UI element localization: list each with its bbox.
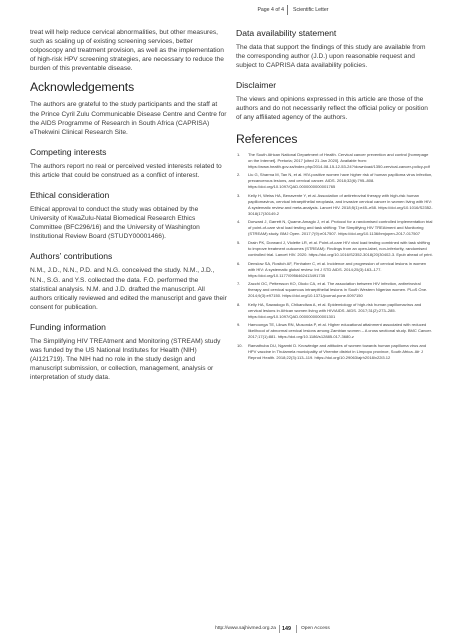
reference-number: 10. (237, 342, 243, 348)
reference-text: Dorward J, Garrett N, Quame-Amaglo J, et al. Protocol for a randomised controlled implementation trial of point-of-care viral load testing and task shifting: The Simplifying HIV TREAtment and Monitoring (STREAM) study. BMJ Open. 2017;7(9):e017507. https://doi.org/10.1136/bmjopen-2017-017507 (248, 219, 433, 237)
references-heading: References (236, 131, 298, 146)
disclaimer-text: The views and opinions expressed in this article are those of the authors and do not necessarily reflect the official policy or position of any affiliated agency of the authors. (236, 96, 428, 122)
data-availability-heading: Data availability statement (236, 28, 337, 38)
reference-item (236, 302, 434, 320)
page-footer (0, 626, 453, 636)
reference-text: Kelly HA, Sawadogo B, Chikandiwa A, et al. Epidemiology of high-risk human papillomavirus and cervical lesions in African women living with HIV/AIDS. AIDS. 2017;31(2):273–285. https://doi.org/10.1097/QAD.0000000000001301 (248, 301, 422, 319)
funding-text: The Simplifying HIV TREAtment and Monitoring (STREAM) study was funded by the US National Institutes for Health (NIH) (AI121719). The NIH had no role in the study design and manuscript submission, or collection, management, analysis or interpretation of study data. (30, 337, 221, 382)
reference-number: 1. (237, 151, 241, 157)
open-access-label: Open Access (301, 626, 330, 631)
left-column (30, 28, 227, 389)
reference-text: The South African National Department of Health. Cervical cancer prevention and control [homepage on the Internet]. Pretoria; 2017 [cited 21 Jan 2020]. Available from: https://www.health.gov.za/index.php/2014-08-15-12-53-24?/download/1350-cervical-cancer-policy-pdf (248, 151, 430, 169)
page-header (0, 7, 453, 19)
reference-number: 9. (237, 322, 241, 328)
reference-text: Kelly H, Weiss HA, Benavente Y, et al. Association of antiretroviral therapy with high-risk human papillomavirus, cervical intraepithelial neoplasia, and invasive cervical cancer in women living with HIV: A systematic review and meta-analysis. Lancet HIV. 2018;5(1):e45–e58. https://doi.org/10.1016/S2352-3018(17)30149-2 (248, 192, 433, 216)
reference-item (236, 322, 434, 340)
reference-item (236, 193, 434, 217)
footer-divider (296, 625, 297, 633)
reference-text: Liu G, Sharma M, Tan N, et al. HIV-positive women have higher risk of human papilloma virus infection, precancerous lesions, and cervical cancer. AIDS. 2018;32(6):795–808. https://doi.org/10.1097/QAD.0000000000001765 (248, 172, 433, 190)
acknowledgements-text: The authors are grateful to the study participants and the staff at the Prince Cyril Zulu Communicable Disease Centre and Centre for the AIDS Programme of Research in South Africa (CAPRISA) eThekwini Clinical Research Site. (30, 101, 227, 136)
reference-item (236, 261, 434, 279)
journal-url-link[interactable]: http://www.sajhivmed.org.za (215, 626, 276, 631)
page-indicator: Page 4 of 4 (257, 7, 284, 13)
reference-text: Ramathuba DU, Ngambi D. Knowledge and attitudes of women towards human papilloma virus and HPV vaccine in Thulamela municipality of Vhembe district in Limpopo province, South Africa. Afr J Reprod Health. 2018;22(3):113–119. https://doi.org/10.29063/ajrh2018/v22i3.12 (248, 342, 427, 360)
reference-number: 2. (237, 172, 241, 178)
authors-contributions-heading: Authors’ contributions (30, 251, 113, 262)
ethical-consideration-text: Ethical approval to conduct the study was obtained by the University of KwaZulu-Natal Biomedical Research Ethics Committee (BFC296/16) and the University of Washington Institutional Review Board (STUDY00001466). (30, 206, 200, 241)
acknowledgements-heading: Acknowledgements (30, 80, 135, 95)
reference-number: 8. (237, 301, 241, 307)
competing-interests-text: The authors report no real or perceived vested interests related to this article that could be construed as a conflict of interest. (30, 162, 222, 179)
data-availability-text: The data that support the findings of this study are available from the corresponding author (J.D.) upon reasonable request and subject to CAPRISA data availability policies. (236, 44, 426, 70)
funding-heading: Funding information (30, 321, 106, 332)
reference-item (236, 172, 434, 190)
reference-number: 7. (237, 281, 241, 287)
reference-item (236, 281, 434, 299)
intro-paragraph: treat will help reduce cervical abnormalities, but other measures, such as scaling up of existing screening services, better colposcopy and treatment provision, as well as the implementation of high-risk HPV screening strategies, are necessary to reduce the burden of this preventable disease. (30, 29, 224, 73)
competing-interests-heading: Competing interests (30, 146, 107, 157)
reference-text: Drain PK, Dorward J, Violette LR, et al. Point-of-care HIV viral load testing combined with task shifting to improve treatment outcomes (STREAM): Findings from an open-label, non-inferiority, randomised controlled trial. Lancet HIV. 2020. https://doi.org/10.1016/S2352-3018(20)30402-3. Epub ahead of print. (248, 239, 433, 257)
reference-number: 3. (237, 192, 241, 198)
reference-text: Zacchi OC, Pettersson KO, Okolo CA, et al. The association between HIV infection, antiretroviral therapy and cervical squamous intraepithelial lesions in South Western Nigerian women. PLoS One. 2014;9(3):e97150. https://doi.org/10.1371/journal.pone.0097150 (248, 281, 428, 299)
disclaimer-heading: Disclaimer (236, 80, 277, 91)
reference-number: 4. (237, 219, 241, 225)
reference-text: Denslow SA, Rositch AF, Firnhaber C, et al. Incidence and progression of cervical lesions in women with HIV: A systematic global review. Int J STD AIDS. 2014;25(3):163–177. https://doi.org/10.1177/0956462413491735 (248, 260, 427, 278)
reference-item (236, 240, 434, 258)
reference-list (236, 152, 434, 361)
page-number: 149 (282, 625, 291, 632)
authors-contributions-text: N.M., J.D., N.N., P.D. and N.G. conceived the study. N.M., J.D., N.N., S.G. and Y.S. collected the data. F.O. performed the statistical analysis. N.M. and J.D. drafted the manuscript. All authors critically reviewed and edited the manuscript and gave their consent for publication. (30, 267, 227, 311)
article-type: Scientific Letter (293, 7, 329, 13)
reference-number: 6. (237, 260, 241, 266)
ethical-consideration-heading: Ethical consideration (30, 190, 110, 201)
reference-item (236, 152, 434, 170)
reference-text: Hamoonga TE, Likwa RN, Musonda P, et al. Higher educational attainment associated with reduced likelihood of abnormal cervical lesions among Zambian women – A cross sectional study. BMC Cancer. 2017;17(1):881. https://doi.org/10.1186/s12885-017-3680-z (248, 322, 432, 340)
reference-item (236, 343, 434, 361)
reference-number: 5. (237, 239, 241, 245)
header-divider (287, 5, 288, 15)
footer-divider (279, 625, 280, 633)
reference-item (236, 219, 434, 237)
right-column (236, 28, 434, 364)
